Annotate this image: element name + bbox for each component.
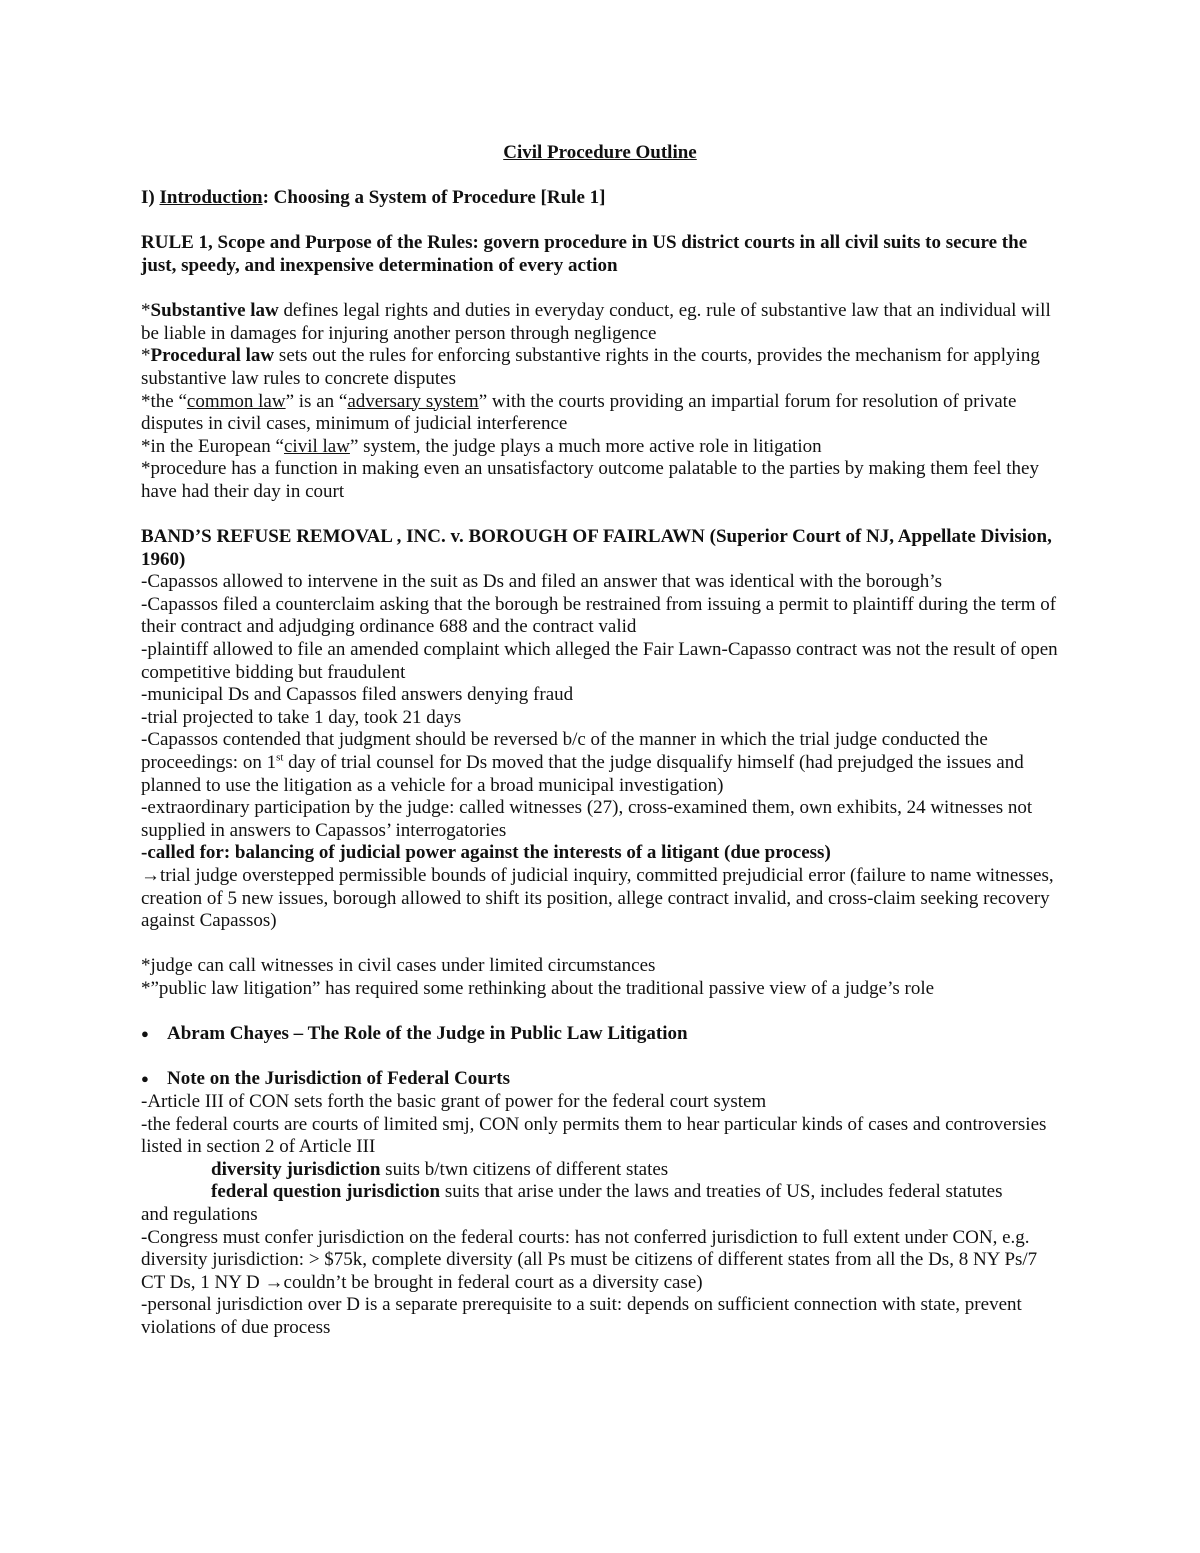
- term-substantive-law: Substantive law: [150, 300, 279, 322]
- case-issue: -called for: balancing of judicial power against the interests of a litigant (due process): [141, 842, 831, 864]
- bullet-icon: ●: [141, 1071, 149, 1087]
- term-civil-law: civil law: [283, 435, 350, 457]
- bullet-text: Note on the Jurisdiction of Federal Courts: [167, 1068, 511, 1090]
- jurisdiction-line: -Article III of CON sets forth the basic grant of power for the federal court system: [141, 1090, 767, 1112]
- case-line: -extraordinary participation by the judge: called witnesses (27), cross-examined them, own exhibits, 24 witnesses not supplied in answers to Capassos’ interrogatories: [141, 797, 1033, 841]
- diversity-jurisdiction-line: [141, 1159, 1059, 1182]
- substantive-law-note: [141, 300, 1059, 345]
- judge-note: *judge can call witnesses in civil cases under limited circumstances: [141, 955, 656, 977]
- term-common-law: common law: [186, 390, 286, 412]
- term-adversary-system: adversary system: [347, 390, 479, 412]
- note-text: sets out the rules for enforcing substantive rights in the courts, provides the mechanism for applying substantive law rules to concrete disputes: [141, 345, 1040, 389]
- case-line: -plaintiff allowed to file an amended complaint which alleged the Fair Lawn-Capasso contract was not the result of open competitive bidding but fraudulent: [141, 639, 1058, 683]
- term-diversity-jurisdiction: diversity jurisdiction: [211, 1158, 381, 1180]
- section-heading-introduction: [141, 187, 1059, 210]
- note-text: *the “: [141, 390, 187, 412]
- term-federal-question-jurisdiction: federal question jurisdiction: [211, 1181, 441, 1203]
- note-text: defines legal rights and duties in everyday conduct, eg. rule of substantive law that an individual will be liable in damages for injuring another person through negligence: [141, 300, 1051, 344]
- note-text: ” system, the judge plays a much more active role in litigation: [349, 435, 822, 457]
- section-subtitle: : Choosing a System of Procedure [Rule 1]: [262, 187, 606, 209]
- bullet-icon: ●: [141, 1026, 149, 1042]
- note-text: *in the European “: [141, 435, 284, 457]
- case-line-contention: [141, 729, 1059, 797]
- bullet-item-jurisdiction: [141, 1068, 1059, 1091]
- case-line: -Capassos allowed to intervene in the suit as Ds and filed an answer that was identical with the borough’s: [141, 571, 942, 593]
- procedural-law-note: [141, 345, 1059, 390]
- case-line: -trial projected to take 1 day, took 21 days: [141, 706, 462, 728]
- definition-text: suits b/twn citizens of different states: [380, 1158, 669, 1180]
- jurisdiction-line: -the federal courts are courts of limited smj, CON only permits them to hear particular kinds of cases and controversies listed in section 2 of Article III: [141, 1113, 1047, 1158]
- common-law-note: [141, 391, 1059, 436]
- procedure-function-note: *procedure has a function in making even an unsatisfactory outcome palatable to the parties by making them feel they have had their day in court: [141, 458, 1039, 502]
- title-text: Civil Procedure Outline: [503, 142, 697, 163]
- ordinal-suffix: st: [276, 751, 284, 764]
- civil-law-note: [141, 436, 1059, 459]
- document-body: [141, 142, 1059, 1339]
- note-text: ” is an “: [285, 390, 348, 412]
- federal-question-continued: and regulations: [141, 1203, 258, 1225]
- case-holding: →trial judge overstepped permissible bounds of judicial inquiry, committed prejudicial error (failure to name witnesses, creation of 5 new issues, borough allowed to shift its position, allege contract invalid, and cross-claim seeking recovery against Capassos): [141, 865, 1054, 932]
- note-text: ” with the courts providing an impartial forum for resolution of private disputes in civil cases, minimum of judicial interference: [141, 390, 1017, 435]
- term-procedural-law: Procedural law: [150, 345, 275, 367]
- page-title: [141, 142, 1059, 165]
- jurisdiction-line: -Congress must confer jurisdiction on the federal courts: has not conferred jurisdiction to full extent under CON, e.g. diversity jurisdiction: > $75k, complete diversity (all Ps must be citizens of different states from all the Ds, 8 NY Ps/7 CT Ds, 1 NY D →couldn’t be brought in federal court as a diversity case): [141, 1226, 1038, 1293]
- judge-note: *”public law litigation” has required some rethinking about the traditional passive view of a judge’s role: [141, 977, 935, 999]
- note-marker: *: [141, 300, 151, 322]
- case-line: -municipal Ds and Capassos filed answers denying fraud: [141, 684, 574, 706]
- definition-text: suits that arise under the laws and treaties of US, includes federal statutes: [440, 1181, 1003, 1203]
- rule1-heading: RULE 1, Scope and Purpose of the Rules: govern procedure in US district courts in all civil suits to secure the just, speedy, and inexpensive determination of every action: [141, 232, 1028, 276]
- bullet-item-chayes: [141, 1023, 1059, 1046]
- case-line: -Capassos filed a counterclaim asking that the borough be restrained from issuing a permit to plaintiff during the term of their contract and adjudging ordinance 688 and the contract valid: [141, 593, 1057, 638]
- jurisdiction-line: -personal jurisdiction over D is a separate prerequisite to a suit: depends on sufficient connection with state, prevent violations of due process: [141, 1294, 1022, 1338]
- bullet-text: Abram Chayes – The Role of the Judge in Public Law Litigation: [167, 1023, 688, 1045]
- case-text: -Capassos contended that judgment should be reversed b/c of the manner in which the trial judge conducted the proceedings: on 1: [141, 729, 988, 774]
- case-heading: BAND’S REFUSE REMOVAL , INC. v. BOROUGH OF FAIRLAWN (Superior Court of NJ, Appellate Division, 1960): [141, 526, 1052, 570]
- federal-question-line: [141, 1181, 1059, 1204]
- case-text: day of trial counsel for Ds moved that the judge disqualify himself (had prejudged the issues and planned to use the litigation as a vehicle for a broad municipal investigation): [141, 752, 1024, 796]
- section-number: I): [141, 187, 160, 209]
- section-label: Introduction: [159, 187, 263, 209]
- note-marker: *: [141, 345, 151, 367]
